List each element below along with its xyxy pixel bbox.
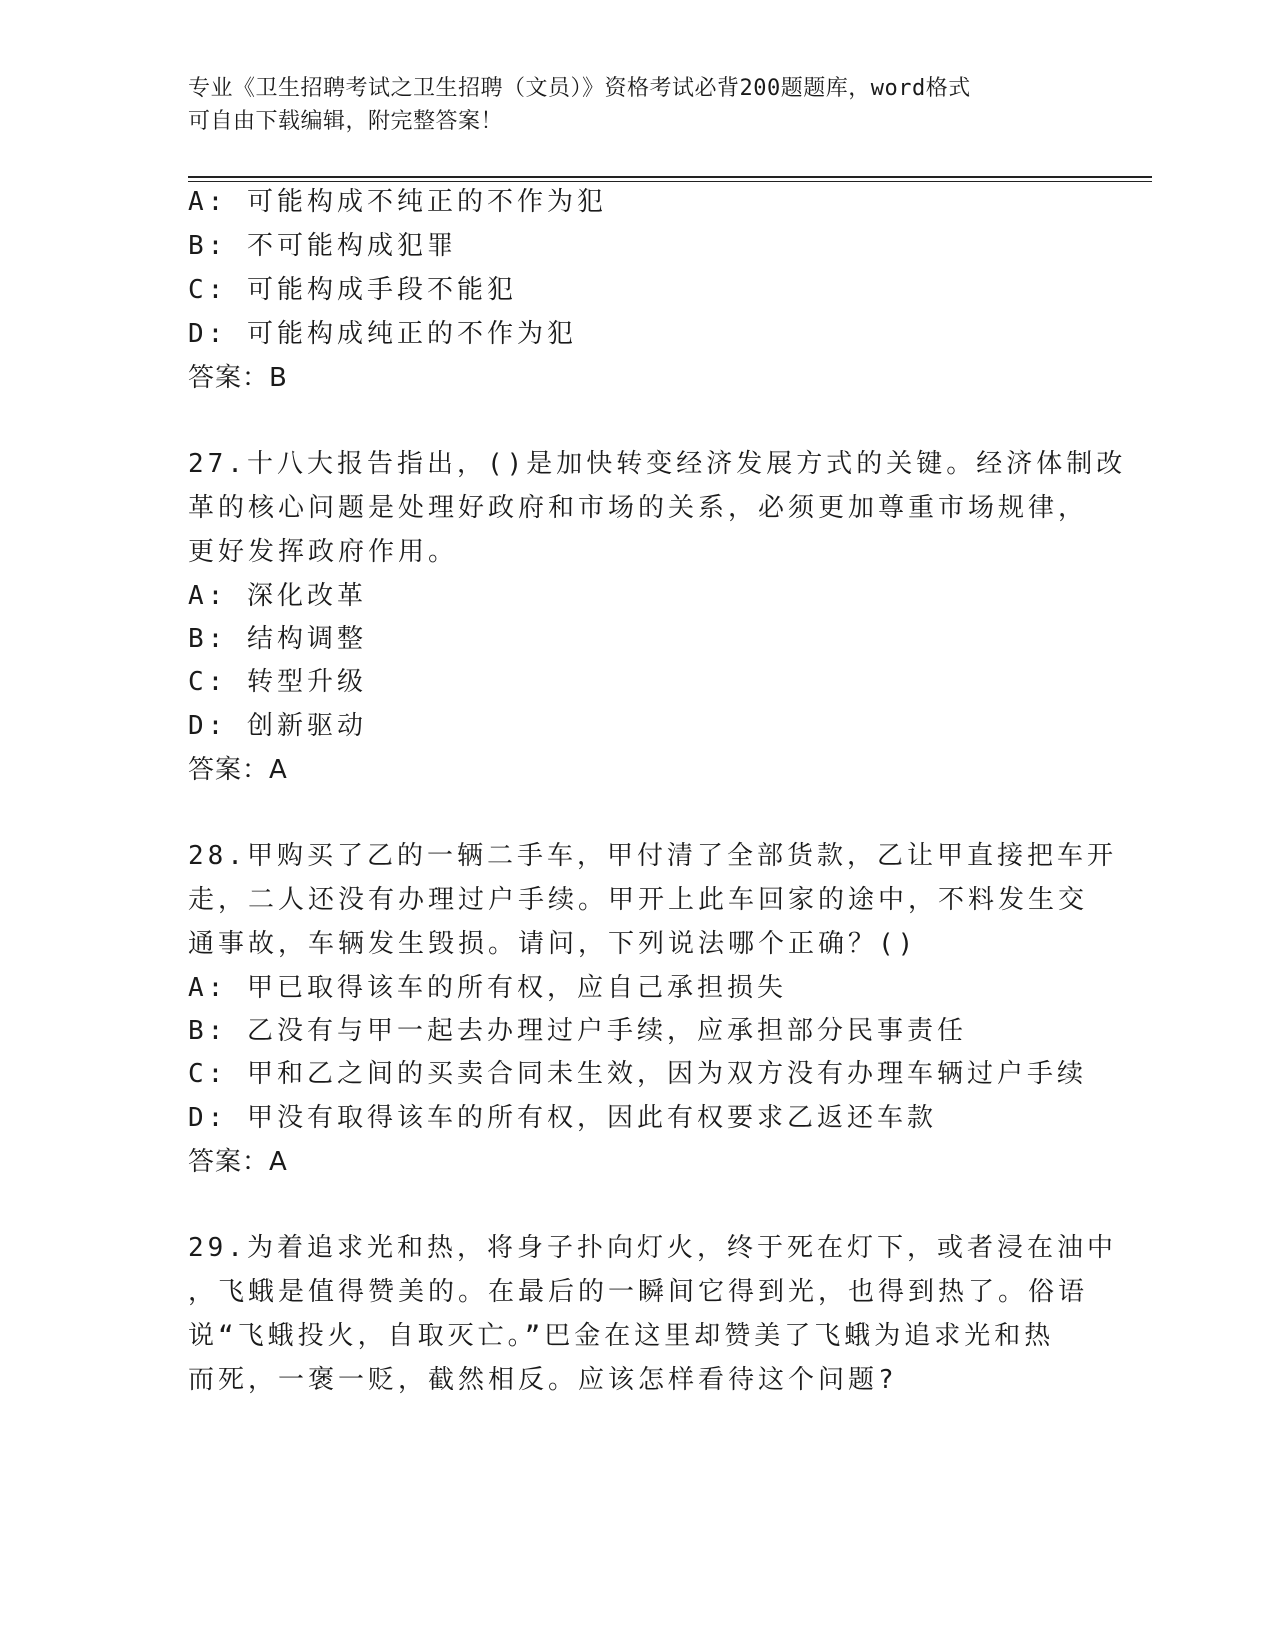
q26-option-a: A: 可能构成不纯正的不作为犯 <box>188 187 607 217</box>
q26-answer: 答案：B <box>188 363 288 393</box>
q28-stem-line-2: 走，二人还没有办理过户手续。甲开上此车回家的途中，不料发生交 <box>188 885 1089 915</box>
q29-stem-line-4: 而死，一褒一贬，截然相反。应该怎样看待这个问题? <box>188 1365 898 1395</box>
q27-option-c: C: 转型升级 <box>188 667 367 697</box>
header-divider-thick <box>188 176 1152 178</box>
q28-option-b: B: 乙没有与甲一起去办理过户手续，应承担部分民事责任 <box>188 1016 967 1046</box>
q26-option-d: D: 可能构成纯正的不作为犯 <box>188 319 577 349</box>
q27-answer: 答案：A <box>188 755 288 785</box>
q29-stem-line-3: 说“飞蛾投火，自取灭亡。”巴金在这里却赞美了飞蛾为追求光和热 <box>188 1321 1055 1351</box>
q28-option-d: D: 甲没有取得该车的所有权，因此有权要求乙返还车款 <box>188 1103 937 1133</box>
q27-stem-line-3: 更好发挥政府作用。 <box>188 537 459 567</box>
q28-stem-line-3: 通事故，车辆发生毁损。请问，下列说法哪个正确？() <box>188 929 918 959</box>
q27-option-b: B: 结构调整 <box>188 624 367 654</box>
q29-stem-line-1: 29.为着追求光和热，将身子扑向灯火，终于死在灯下，或者浸在油中 <box>188 1233 1117 1263</box>
header-line-2: 可自由下载编辑，附完整答案！ <box>188 109 504 134</box>
q29-stem-line-2: ，飞蛾是值得赞美的。在最后的一瞬间它得到光，也得到热了。俗语 <box>188 1277 1089 1307</box>
document-header <box>188 72 1068 138</box>
q28-option-c: C: 甲和乙之间的买卖合同未生效，因为双方没有办理车辆过户手续 <box>188 1059 1087 1089</box>
q27-option-a: A: 深化改革 <box>188 581 367 611</box>
header-line-1: 专业《卫生招聘考试之卫生招聘（文员）》资格考试必背200题题库，word格式 <box>188 76 971 101</box>
q26-option-c: C: 可能构成手段不能犯 <box>188 275 517 305</box>
q28-stem-line-1: 28.甲购买了乙的一辆二手车，甲付清了全部货款，乙让甲直接把车开 <box>188 841 1117 871</box>
q28-answer: 答案：A <box>188 1147 288 1177</box>
q27-option-d: D: 创新驱动 <box>188 711 367 741</box>
q27-stem-line-2: 革的核心问题是处理好政府和市场的关系，必须更加尊重市场规律， <box>188 493 1089 523</box>
q26-option-b: B: 不可能构成犯罪 <box>188 231 457 261</box>
q27-stem-line-1: 27.十八大报告指出，()是加快转变经济发展方式的关键。经济体制改 <box>188 449 1127 479</box>
q28-option-a: A: 甲已取得该车的所有权，应自己承担损失 <box>188 973 787 1003</box>
header-divider-thin <box>188 181 1152 182</box>
